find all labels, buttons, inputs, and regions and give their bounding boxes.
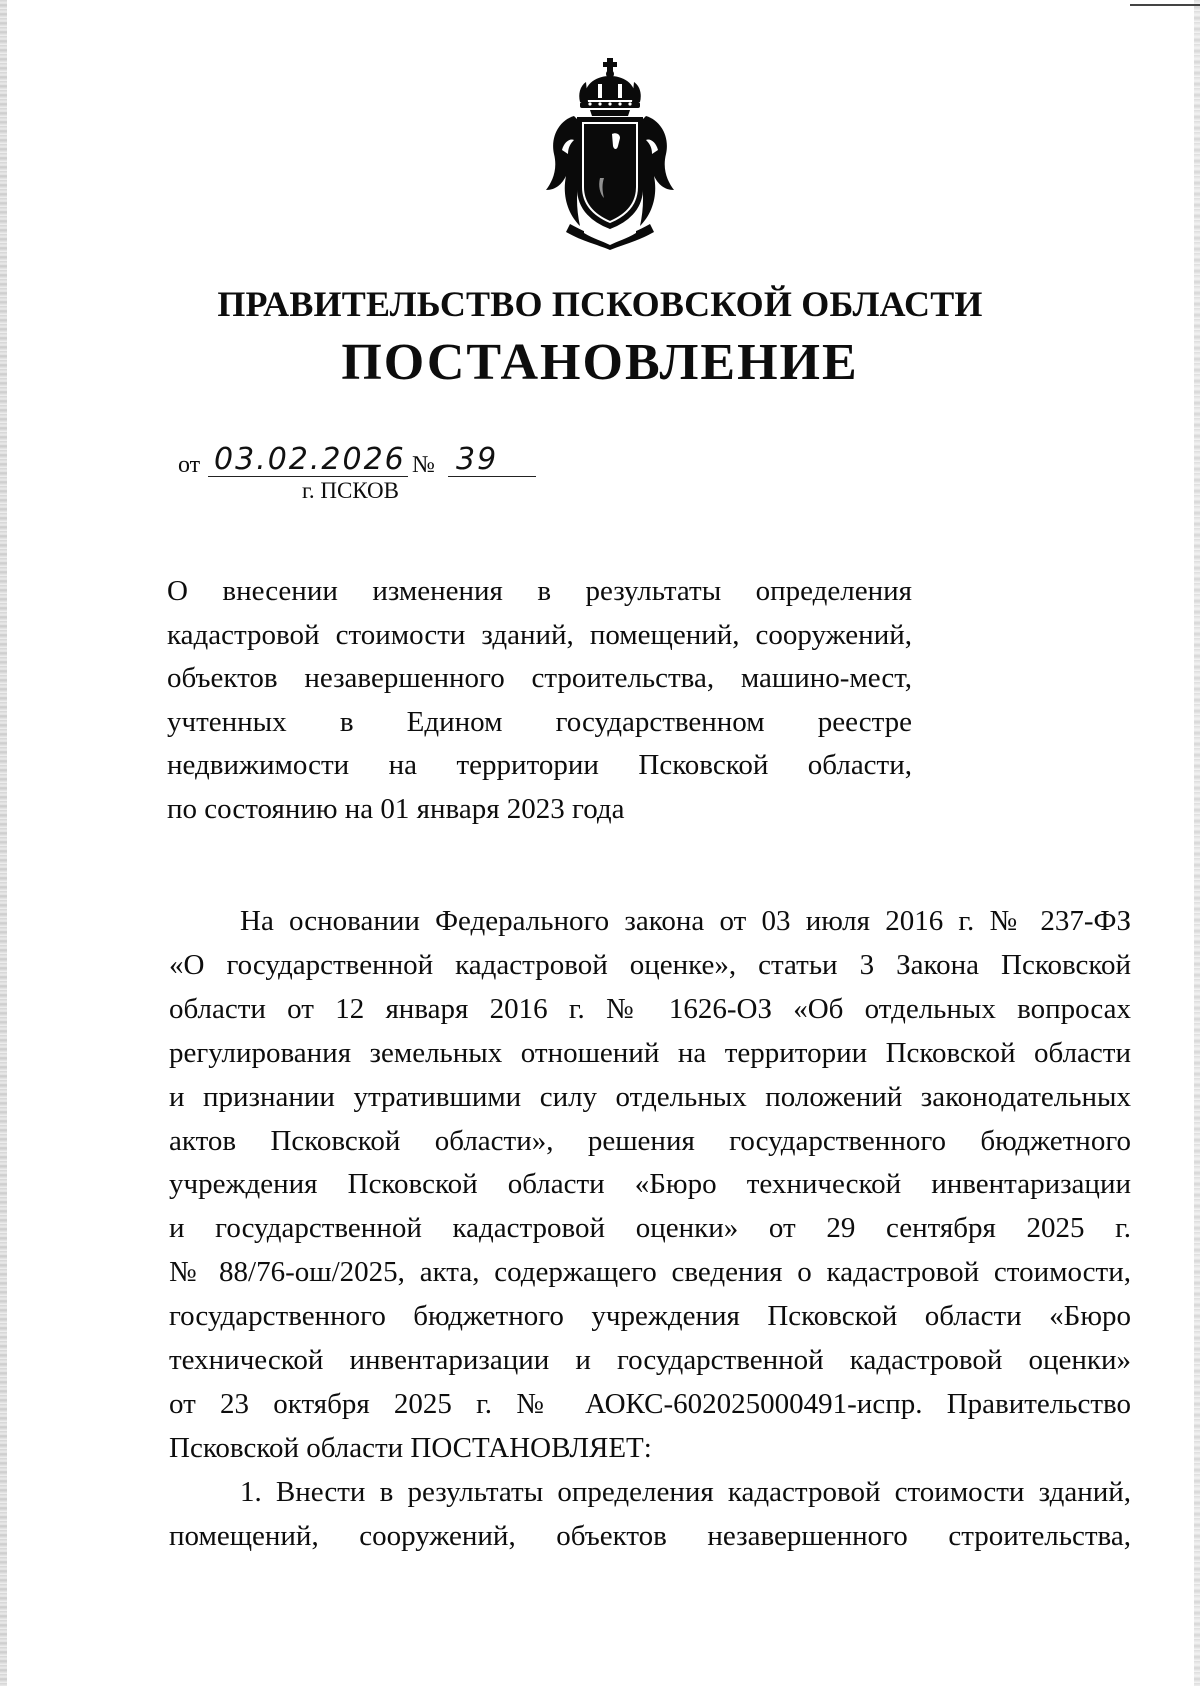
preamble-line: актов Псковской области», решения государственного бюджетного xyxy=(169,1124,1131,1157)
clause-1-line: 1. Внести в результаты определения кадастровой стоимости зданий, xyxy=(240,1475,1131,1508)
preamble-line: регулирования земельных отношений на территории Псковской области xyxy=(169,1036,1131,1069)
subject-line: кадастровой стоимости зданий, помещений, сооружений, xyxy=(167,618,912,651)
organization-title: ПРАВИТЕЛЬСТВО ПСКОВСКОЙ ОБЛАСТИ xyxy=(217,284,983,324)
preamble-line: Псковской области ПОСТАНОВЛЯЕТ: xyxy=(169,1431,652,1464)
scan-edge-left xyxy=(0,0,7,1686)
preamble-line: На основании Федерального закона от 03 июля 2016 г. № 237-ФЗ xyxy=(240,905,1131,937)
city-label: г. ПСКОВ xyxy=(302,478,400,503)
preamble-line: государственного бюджетного учреждения Псковской области «Бюро xyxy=(169,1300,1131,1333)
preamble-line: № 88/76-ош/2025, акта, содержащего сведения о кадастровой стоимости, xyxy=(169,1256,1131,1289)
number-underline xyxy=(448,476,536,477)
date-underline xyxy=(208,476,408,477)
subject-line: О внесении изменения в результаты определения xyxy=(167,575,912,607)
scan-edge-right xyxy=(1194,0,1200,1686)
document-date-handwritten: 03.02.2026 xyxy=(214,442,406,477)
document-number-handwritten: 39 xyxy=(456,442,499,477)
preamble-line: и государственной кадастровой оценки» от 29 сентября 2025 г. xyxy=(169,1212,1131,1245)
preamble-line: и признании утратившими силу отдельных положений законодательных xyxy=(169,1080,1131,1113)
subject-line: по состоянию на 01 января 2023 года xyxy=(167,792,625,825)
document-subject xyxy=(167,570,912,831)
document-type-heading: ПОСТАНОВЛЕНИЕ xyxy=(341,334,859,391)
subject-line: учтенных в Едином государственном реестре xyxy=(167,705,912,738)
preamble-line: учреждения Псковской области «Бюро технической инвентаризации xyxy=(169,1168,1131,1201)
date-label: от xyxy=(178,452,201,478)
preamble-line: «О государственной кадастровой оценке», статьи 3 Закона Псковской xyxy=(169,948,1131,981)
preamble-line: области от 12 января 2016 г. № 1626-ОЗ «Об отдельных вопросах xyxy=(169,992,1131,1025)
document-body xyxy=(169,900,1131,1559)
coat-of-arms-emblem xyxy=(540,58,680,250)
clause-1-line: помещений, сооружений, объектов незавершенного строительства, xyxy=(169,1519,1131,1552)
preamble-line: от 23 октября 2025 г. № АОКС-602025000491-испр. Правительство xyxy=(169,1387,1131,1420)
preamble-line: технической инвентаризации и государственной кадастровой оценки» xyxy=(169,1344,1131,1377)
subject-line: недвижимости на территории Псковской области, xyxy=(167,749,912,781)
subject-line: объектов незавершенного строительства, машино-мест, xyxy=(167,662,912,694)
scan-corner-mark xyxy=(1130,4,1200,6)
number-label: № xyxy=(412,452,435,478)
